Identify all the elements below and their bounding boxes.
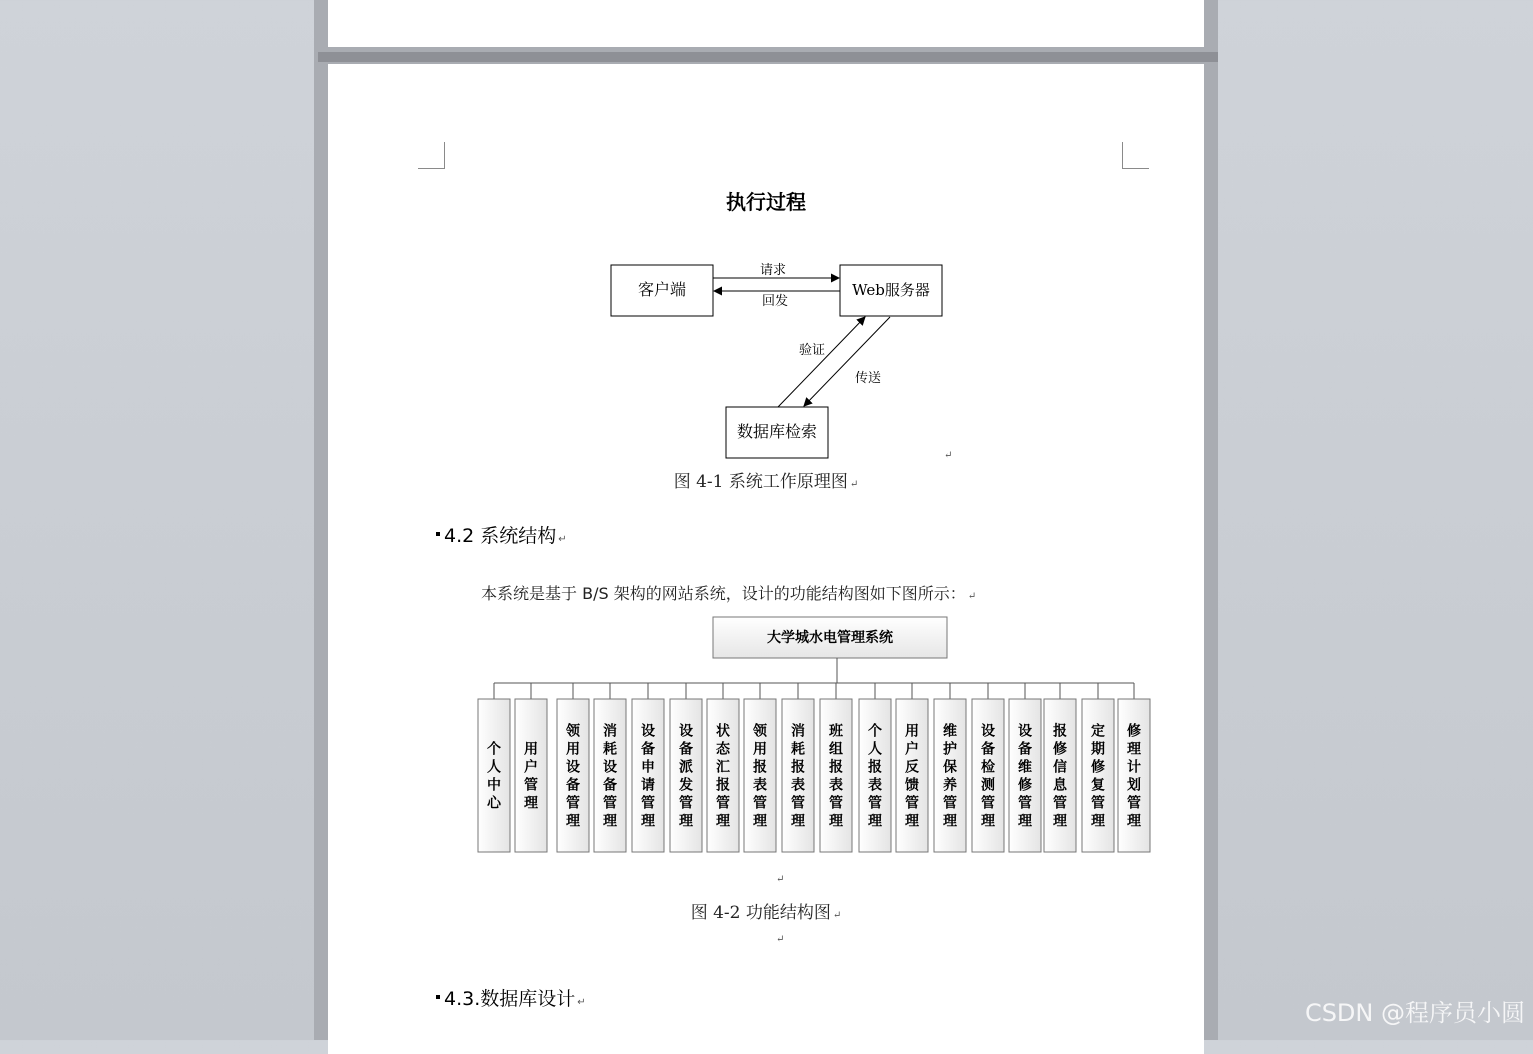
module-item bbox=[972, 699, 1004, 852]
module-item bbox=[632, 699, 664, 852]
module-label: 用户管理 bbox=[524, 741, 538, 812]
paragraph-mark: ↵ bbox=[967, 591, 977, 602]
heading-bullet bbox=[436, 995, 440, 999]
paragraph-text-end: 架构的网站系统，设计的功能结构图如下图所示： bbox=[608, 584, 966, 603]
module-label: 定期修复管理 bbox=[1091, 723, 1105, 830]
module-label: 领用报表管理 bbox=[753, 723, 767, 830]
send-label: 传送 bbox=[854, 371, 882, 386]
module-item bbox=[782, 699, 814, 852]
paragraph-text-start: 本系统是基于 bbox=[481, 584, 583, 603]
client-label: 客户端 bbox=[637, 280, 687, 299]
section-heading-4-2-text: 4.2 系统结构 bbox=[444, 525, 557, 547]
csdn-watermark: CSDN @程序员小圆 bbox=[1304, 999, 1525, 1027]
module-label: 个人报表管理 bbox=[868, 723, 882, 830]
module-box bbox=[515, 699, 547, 852]
module-item bbox=[594, 699, 626, 852]
module-item bbox=[820, 699, 852, 852]
server-label: Web服务器 bbox=[852, 281, 930, 299]
paragraph-mark: ↵ bbox=[776, 874, 785, 885]
connector-lines bbox=[494, 658, 1134, 699]
module-label: 设备派发管理 bbox=[679, 723, 693, 830]
root-label: 大学城水电管理系统 bbox=[767, 630, 893, 646]
paragraph-text-latin: B/S bbox=[582, 584, 609, 603]
module-item bbox=[934, 699, 966, 852]
module-box bbox=[478, 699, 510, 852]
module-item bbox=[670, 699, 702, 852]
module-item bbox=[478, 699, 510, 852]
paragraph-mark: ↵ bbox=[849, 479, 859, 490]
function-structure-diagram bbox=[328, 64, 1204, 864]
database-label: 数据库检索 bbox=[736, 422, 818, 441]
paragraph-mark: ↵ bbox=[558, 534, 567, 545]
module-item bbox=[896, 699, 928, 852]
paragraph-mark: ↵ bbox=[776, 934, 785, 945]
page-separator bbox=[318, 52, 1218, 62]
module-label: 班组报表管理 bbox=[829, 723, 843, 830]
module-label: 维护保养管理 bbox=[943, 723, 957, 830]
previous-page-bottom bbox=[328, 0, 1204, 47]
module-item bbox=[1082, 699, 1114, 852]
paragraph-mark: ↵ bbox=[577, 997, 586, 1008]
module-item bbox=[515, 699, 547, 852]
reply-label: 回发 bbox=[761, 294, 789, 309]
module-item bbox=[1009, 699, 1041, 852]
module-item bbox=[1118, 699, 1150, 852]
module-label: 设备维修管理 bbox=[1018, 723, 1032, 830]
module-item bbox=[707, 699, 739, 852]
module-label: 用户反馈管理 bbox=[905, 723, 919, 830]
figure-caption-2 bbox=[328, 898, 1204, 923]
module-item bbox=[859, 699, 891, 852]
module-label: 修理计划管理 bbox=[1127, 723, 1141, 830]
document-page bbox=[328, 64, 1204, 1054]
module-label: 设备申请管理 bbox=[641, 723, 655, 830]
module-label: 领用设备管理 bbox=[566, 723, 580, 830]
module-item bbox=[1044, 699, 1076, 852]
paragraph-mark: ↵ bbox=[832, 910, 842, 921]
module-boxes bbox=[478, 699, 1150, 852]
figure-caption-2-text: 图 4-2 功能结构图 bbox=[690, 903, 831, 923]
figure-caption-1-text: 图 4-1 系统工作原理图 bbox=[673, 472, 848, 492]
module-item bbox=[744, 699, 776, 852]
module-label: 消耗报表管理 bbox=[791, 723, 805, 830]
module-label: 消耗设备管理 bbox=[603, 723, 617, 830]
verify-label: 验证 bbox=[798, 343, 826, 358]
module-label: 状态汇报管理 bbox=[716, 723, 730, 830]
module-item bbox=[557, 699, 589, 852]
section-title: 执行过程 bbox=[726, 190, 806, 214]
paragraph-mark: ↵ bbox=[944, 450, 953, 461]
section-heading-4-3 bbox=[436, 984, 586, 1011]
request-label: 请求 bbox=[759, 263, 787, 278]
module-label: 设备检测管理 bbox=[981, 723, 995, 830]
section-heading-4-3-text: 4.3.数据库设计 bbox=[444, 988, 576, 1010]
module-label: 报修信息管理 bbox=[1053, 723, 1067, 830]
module-label: 个人中心 bbox=[487, 741, 501, 812]
